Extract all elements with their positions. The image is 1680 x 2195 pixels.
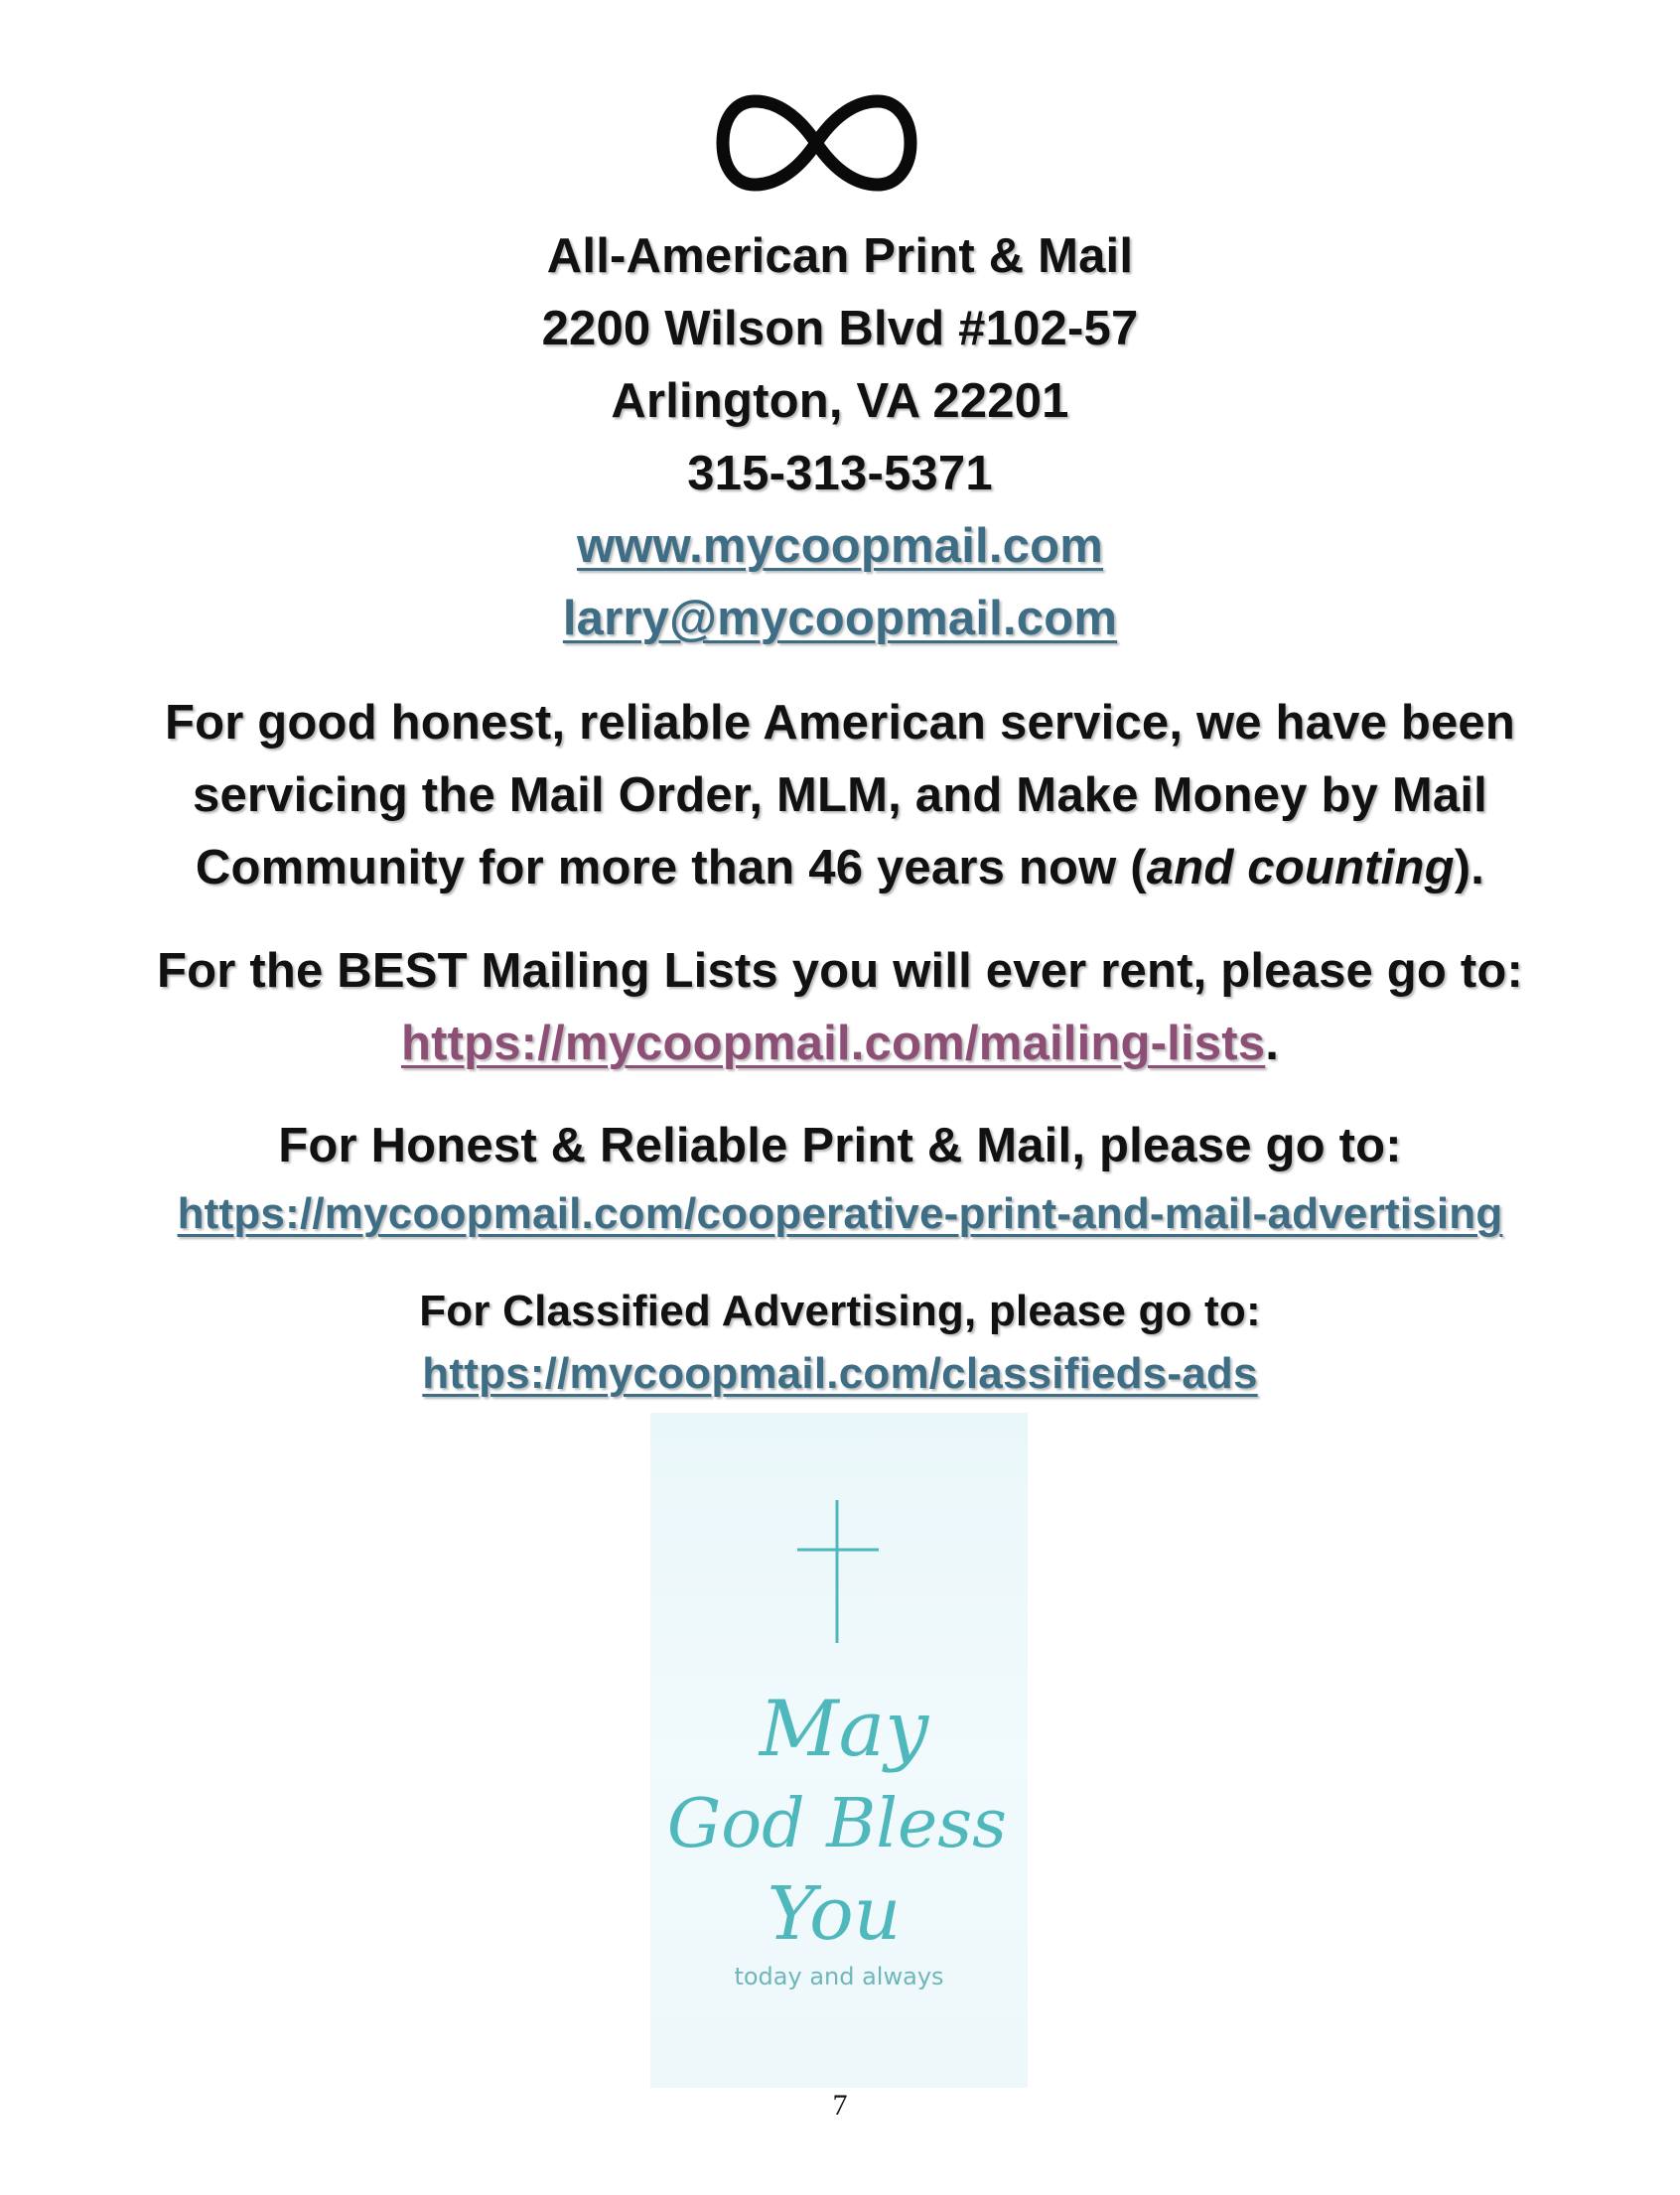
company-name: All-American Print & Mail <box>546 229 1134 283</box>
classifieds-line <box>0 1347 1680 1401</box>
cross-icon <box>797 1500 879 1643</box>
website-link[interactable]: www.mycoopmail.com <box>576 519 1103 573</box>
email-line <box>0 589 1680 648</box>
intro-line-3 <box>0 838 1680 897</box>
email-link[interactable]: larry@mycoopmail.com <box>562 592 1118 645</box>
script-god-bless: God Bless <box>666 1785 1008 1863</box>
script-may: May <box>759 1685 929 1774</box>
print-mail-link[interactable]: https://mycoopmail.com/cooperative-print-and-mail-advertising <box>177 1189 1503 1238</box>
classifieds-heading: For Classified Advertising, please go to: <box>419 1287 1261 1335</box>
mailing-lists-suffix: . <box>1265 1017 1280 1070</box>
website-line <box>0 516 1680 576</box>
print-mail-line <box>0 1187 1680 1241</box>
intro-line-2: servicing the Mail Order, MLM, and Make Money by Mail <box>193 768 1487 822</box>
address-line: 2200 Wilson Blvd #102-57 <box>541 302 1139 355</box>
city-line: Arlington, VA 22201 <box>611 374 1069 428</box>
phone-number: 315-313-5371 <box>687 447 993 500</box>
intro-line-3-start: Community for more than 46 years now ( <box>195 841 1147 894</box>
intro-line-3-end: ). <box>1454 841 1485 894</box>
tagline: today and always <box>734 1963 944 1990</box>
print-mail-heading: For Honest & Reliable Print & Mail, please go to: <box>278 1119 1402 1172</box>
script-you: You <box>767 1871 902 1957</box>
intro-italic-text: and counting <box>1146 841 1455 894</box>
page-number: 7 <box>832 2089 848 2122</box>
infinity-icon <box>715 91 918 196</box>
classifieds-link[interactable]: https://mycoopmail.com/classifieds-ads <box>422 1349 1258 1398</box>
mailing-lists-heading: For the BEST Mailing Lists you will ever rent, please go to: <box>156 944 1524 998</box>
intro-line-1: For good honest, reliable American service, we have been <box>164 696 1516 750</box>
mailing-lists-line <box>0 1014 1680 1073</box>
mailing-lists-link[interactable]: https://mycoopmail.com/mailing-lists <box>400 1017 1266 1070</box>
blessing-card-art <box>650 1413 1028 2088</box>
blessing-card-image <box>650 1413 1028 2088</box>
